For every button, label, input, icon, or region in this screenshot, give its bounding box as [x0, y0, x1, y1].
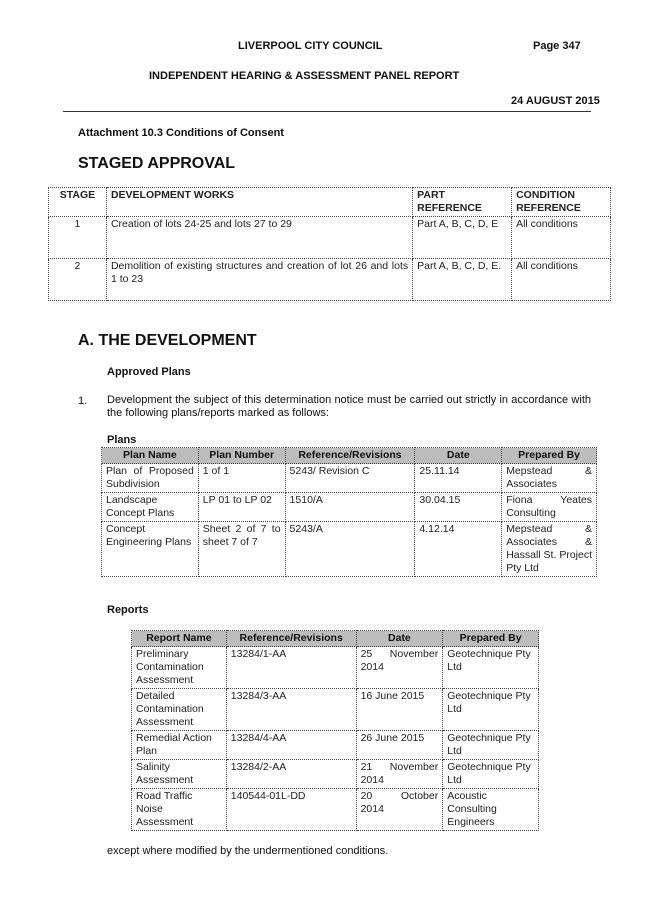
plan-date-cell: 4.12.14 — [415, 522, 502, 577]
report-date-cell: 20 October 2014 — [356, 789, 443, 831]
works-cell: Demolition of existing structures and creation of lot 26 and lots 1 to 23 — [106, 259, 412, 301]
column-header: Reference/Revisions — [226, 631, 356, 647]
report-by-cell: Geotechnique Pty Ltd — [443, 647, 539, 689]
plan-name-cell: Concept Engineering Plans — [102, 522, 199, 577]
report-ref-cell: 140544-01L-DD — [226, 789, 356, 831]
report-name-cell: Salinity Assessment — [132, 760, 227, 789]
footer-text: except where modified by the undermentioned conditions. — [107, 845, 389, 857]
header-rule — [63, 111, 591, 112]
report-date-cell: 25 November 2014 — [356, 647, 443, 689]
report-by-cell: Geotechnique Pty Ltd — [443, 760, 539, 789]
plans-label: Plans — [107, 434, 137, 446]
report-by-cell: Geotechnique Pty Ltd — [443, 731, 539, 760]
report-date-cell: 16 June 2015 — [356, 689, 443, 731]
plan-ref-cell: 5243/ Revision C — [285, 464, 415, 493]
approved-plans-heading: Approved Plans — [107, 366, 191, 378]
report-name-cell: Preliminary Contamination Assessment — [132, 647, 227, 689]
column-header: PART REFERENCE — [413, 188, 512, 217]
table-row — [132, 789, 539, 831]
attachment-label: Attachment 10.3 Conditions of Consent — [78, 127, 284, 139]
plan-by-cell: Fiona Yeates Consulting — [502, 493, 597, 522]
plan-ref-cell: 1510/A — [285, 493, 415, 522]
column-header: Report Name — [132, 631, 227, 647]
report-name-cell: Detailed Contamination Assessment — [132, 689, 227, 731]
column-header: STAGE — [49, 188, 107, 217]
stage-cell: 1 — [49, 217, 107, 259]
works-cell: Creation of lots 24-25 and lots 27 to 29 — [106, 217, 412, 259]
report-date-cell: 21 November 2014 — [356, 760, 443, 789]
plans-table — [101, 447, 597, 577]
column-header: Prepared By — [502, 448, 597, 464]
table-row — [132, 689, 539, 731]
plan-by-cell: Mepstead & Associates — [502, 464, 597, 493]
table-header-row — [132, 631, 539, 647]
report-name-cell: Remedial Action Plan — [132, 731, 227, 760]
column-header: Date — [356, 631, 443, 647]
plan-ref-cell: 5243/A — [285, 522, 415, 577]
report-title: INDEPENDENT HEARING & ASSESSMENT PANEL REPORT — [149, 70, 460, 82]
table-row — [49, 259, 611, 301]
report-date-cell: 26 June 2015 — [356, 731, 443, 760]
council-name: LIVERPOOL CITY COUNCIL — [238, 40, 383, 52]
table-row — [132, 731, 539, 760]
staged-approval-table — [48, 187, 611, 301]
plan-number-cell: LP 01 to LP 02 — [198, 493, 285, 522]
part-cell: Part A, B, C, D, E — [413, 217, 512, 259]
item-text: Development the subject of this determination notice must be carried out strictly in accordance with the following plans/reports marked as follows: — [107, 394, 591, 419]
table-header-row — [102, 448, 597, 464]
plan-name-cell: Plan of Proposed Subdivision — [102, 464, 199, 493]
column-header: DEVELOPMENT WORKS — [106, 188, 412, 217]
item-number: 1. — [78, 395, 88, 407]
plan-date-cell: 30.04.15 — [415, 493, 502, 522]
report-by-cell: Acoustic Consulting Engineers — [443, 789, 539, 831]
plan-date-cell: 25.11.14 — [415, 464, 502, 493]
table-row — [132, 647, 539, 689]
table-row — [102, 464, 597, 493]
column-header: CONDITION REFERENCE — [512, 188, 611, 217]
report-date: 24 AUGUST 2015 — [511, 95, 600, 107]
plan-name-cell: Landscape Concept Plans — [102, 493, 199, 522]
table-row — [102, 522, 597, 577]
staged-approval-title: STAGED APPROVAL — [78, 155, 236, 172]
table-header-row — [49, 188, 611, 217]
condition-cell: All conditions — [512, 259, 611, 301]
table-row — [49, 217, 611, 259]
reports-table — [131, 630, 539, 831]
report-ref-cell: 13284/4-AA — [226, 731, 356, 760]
column-header: Prepared By — [443, 631, 539, 647]
column-header: Plan Name — [102, 448, 199, 464]
condition-cell: All conditions — [512, 217, 611, 259]
page-number: Page 347 — [533, 40, 581, 52]
section-a-title: A. THE DEVELOPMENT — [78, 332, 257, 349]
plan-number-cell: 1 of 1 — [198, 464, 285, 493]
report-ref-cell: 13284/2-AA — [226, 760, 356, 789]
plan-by-cell: Mepstead & Associates & Hassall St. Project Pty Ltd — [502, 522, 597, 577]
table-row — [132, 760, 539, 789]
report-ref-cell: 13284/1-AA — [226, 647, 356, 689]
column-header: Plan Number — [198, 448, 285, 464]
plan-number-cell: Sheet 2 of 7 to sheet 7 of 7 — [198, 522, 285, 577]
report-name-cell: Road Traffic Noise Assessment — [132, 789, 227, 831]
report-by-cell: Geotechnique Pty Ltd — [443, 689, 539, 731]
column-header: Reference/Revisions — [285, 448, 415, 464]
stage-cell: 2 — [49, 259, 107, 301]
part-cell: Part A, B, C, D, E. — [413, 259, 512, 301]
reports-label: Reports — [107, 604, 149, 616]
column-header: Date — [415, 448, 502, 464]
table-row — [102, 493, 597, 522]
report-ref-cell: 13284/3-AA — [226, 689, 356, 731]
